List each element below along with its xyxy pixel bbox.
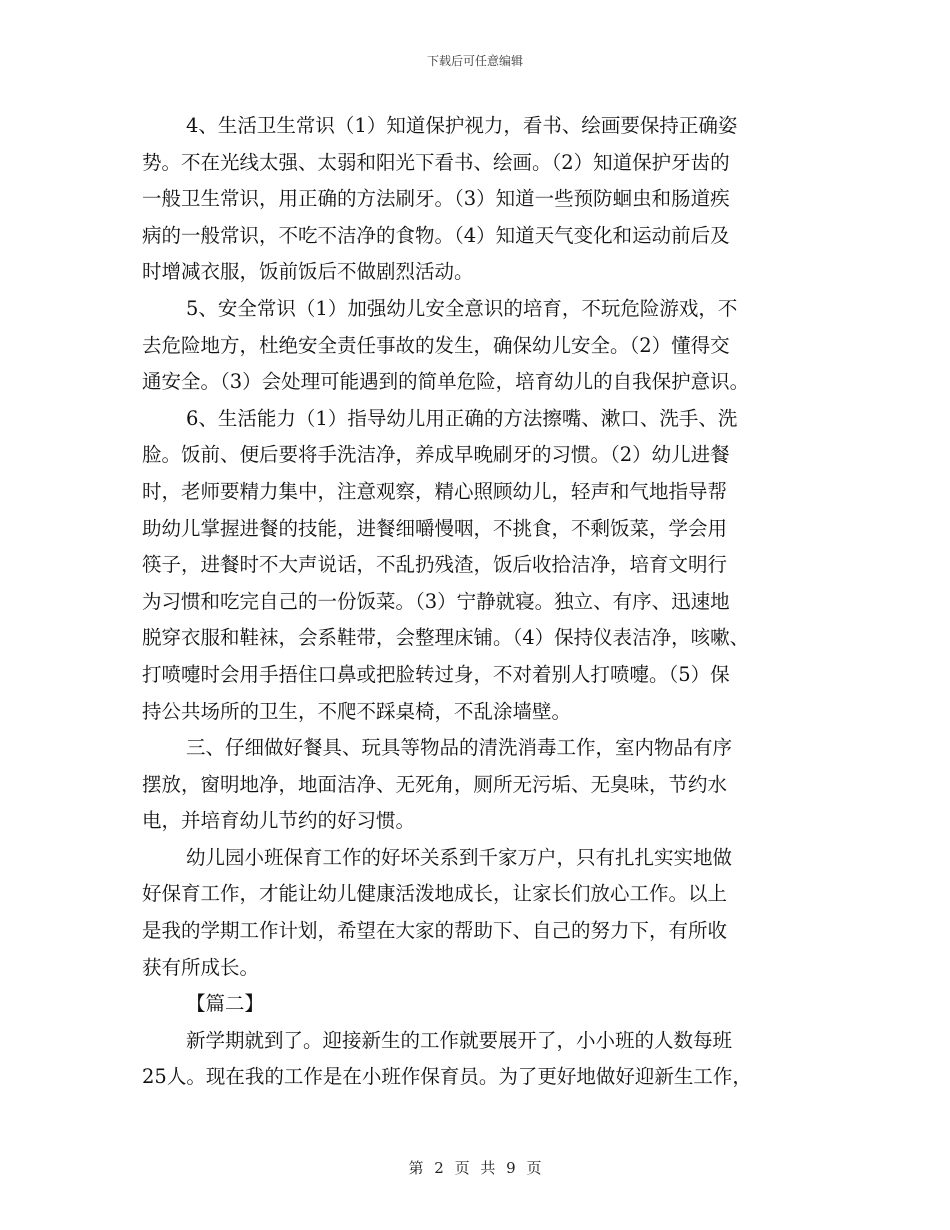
text-line: 通安全。（3）会处理可能遇到的简单危险，培育幼儿的自我保护意识。 xyxy=(142,370,750,394)
text-line: 为习惯和吃完自己的一份饭菜。（3）宁静就寝。独立、有序、迅速地 xyxy=(142,589,730,613)
text-line: 三、仔细做好餐具、玩具等物品的清洗消毒工作，室内物品有序 xyxy=(186,736,733,760)
text-line: 去危险地方，杜绝安全责任事故的发生，确保幼儿安全。（2）懂得交 xyxy=(142,333,730,357)
document-body xyxy=(142,108,827,1096)
text-line: 是我的学期工作计划，希望在大家的帮助下、自己的努力下，有所收 xyxy=(142,919,728,943)
text-line: 时，老师要精力集中，注意观察，精心照顾幼儿，轻声和气地指导帮 xyxy=(142,479,728,503)
text-line: 病的一般常识，不吃不洁净的食物。（4）知道天气变化和运动前后及 xyxy=(142,223,730,247)
text-line: 一般卫生常识，用正确的方法刷牙。（3）知道一些预防蛔虫和肠道疾 xyxy=(142,187,730,211)
text-line: 4、生活卫生常识（1）知道保护视力，看书、绘画要保持正确姿 xyxy=(186,114,738,137)
text-line: 新学期就到了。迎接新生的工作就要展开了，小小班的人数每班 xyxy=(186,1028,733,1052)
text-line: 幼儿园小班保育工作的好坏关系到千家万户，只有扎扎实实地做 xyxy=(186,845,733,869)
text-line: 摆放，窗明地净，地面洁净、无死角，厕所无污垢、无臭味，节约水 xyxy=(142,772,728,796)
text-line: 获有所成长。 xyxy=(142,955,260,979)
text-line: 助幼儿掌握进餐的技能，进餐细嚼慢咽，不挑食，不剩饭菜，学会用 xyxy=(142,516,728,540)
page-header: 下载后可任意编辑 xyxy=(426,54,523,68)
text-line: 好保育工作，才能让幼儿健康活泼地成长，让家长们放心工作。以上 xyxy=(142,882,728,906)
page-number: 第 2 页 共 9 页 xyxy=(408,1159,542,1177)
text-line: 5、安全常识（1）加强幼儿安全意识的培育，不玩危险游戏，不 xyxy=(186,296,738,320)
text-line: 脱穿衣服和鞋袜，会系鞋带，会整理床铺。（4）保持仪表洁净，咳嗽、 xyxy=(142,626,750,650)
text-line: 6、生活能力（1）指导幼儿用正确的方法擦嘴、漱口、洗手、洗 xyxy=(186,406,738,430)
text-line: 25人。现在我的工作是在小班作保育员。为了更好地做好迎新生工作， xyxy=(142,1065,752,1089)
text-line: 电，并培育幼儿节约的好习惯。 xyxy=(142,809,416,833)
text-line: 筷子，进餐时不大声说话，不乱扔残渣，饭后收拾洁净，培育文明行 xyxy=(142,553,728,577)
text-line: 势。不在光线太强、太弱和阳光下看书、绘画。（2）知道保护牙齿的 xyxy=(142,150,730,174)
section-heading: 【篇二】 xyxy=(186,992,265,1016)
text-line: 打喷嚏时会用手捂住口鼻或把脸转过身，不对着别人打喷嚏。（5）保 xyxy=(142,662,730,686)
text-line: 脸。饭前、便后要将手洗洁净，养成早晚刷牙的习惯。（2）幼儿进餐 xyxy=(142,443,730,467)
text-line: 时增减衣服，饭前饭后不做剧烈活动。 xyxy=(142,260,474,284)
text-line: 持公共场所的卫生，不爬不踩桌椅，不乱涂墙壁。 xyxy=(142,699,572,723)
